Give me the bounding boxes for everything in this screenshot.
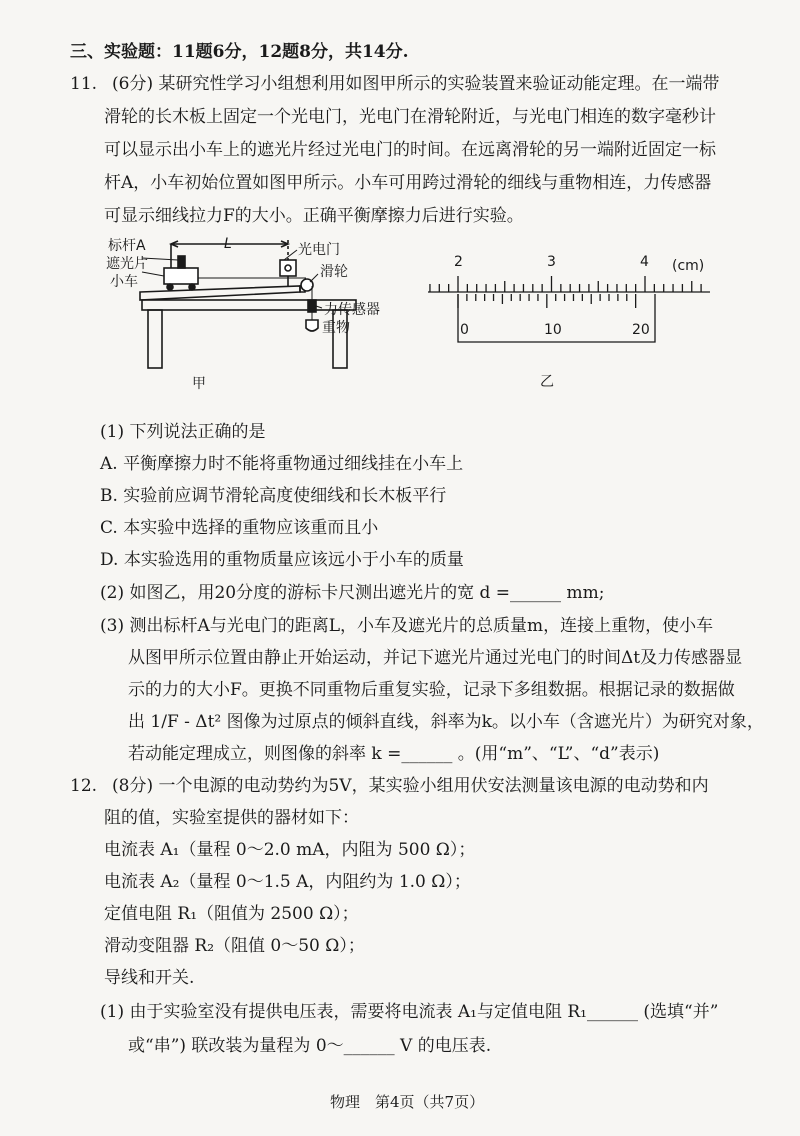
q11-option-a: A. 平衡摩擦力时不能将重物通过细线挂在小车上: [100, 454, 464, 474]
q12-intro-line-1: (8分) 一个电源的电动势约为5V，某实验小组用伏安法测量该电源的电动势和内: [112, 776, 709, 796]
q11-intro-line-2: 滑轮的长木板上固定一个光电门，光电门在滑轮附近，与光电门相连的数字毫秒计: [104, 107, 716, 127]
q11-option-c: C. 本实验中选择的重物应该重而且小: [100, 518, 379, 538]
long-board: [140, 286, 300, 300]
q11-part2: (2) 如图乙，用20分度的游标卡尺测出遮光片的宽 d =______ mm;: [100, 583, 605, 603]
label-distance: L: [224, 236, 232, 252]
q12-part1-line-2: 或“串”) 联改装为量程为 0～______ V 的电压表.: [128, 1036, 492, 1056]
q11-intro-line-5: 可显示细线拉力F的大小。正确平衡摩擦力后进行实验。: [104, 206, 524, 226]
caption-yi: 乙: [540, 374, 554, 390]
q11-part3-line-5: 若动能定理成立，则图像的斜率 k =______ 。(用“m”、“L”、“d”表示): [128, 744, 660, 764]
q11-option-b: B. 实验前应调节滑轮高度使细线和长木板平行: [100, 486, 447, 506]
page-footer: 物理 第4页（共7页）: [330, 1093, 485, 1111]
label-gate: 光电门: [298, 242, 340, 258]
q12-part1-line-1: (1) 由于实验室没有提供电压表，需要将电流表 A₁与定值电阻 R₁______ (选填“并”: [100, 1002, 719, 1022]
q12-equipment-3: 定值电阻 R₁（阻值为 2500 Ω）；: [104, 904, 359, 924]
label-cart: 小车: [110, 274, 138, 290]
table-leg-left: [148, 310, 162, 368]
label-pulley: 滑轮: [320, 264, 348, 280]
q11-option-d: D. 本实验选用的重物质量应该远小于小车的质量: [100, 550, 464, 570]
q11-part3-line-1: (3) 测出标杆A与光电门的距离L，小车及遮光片的总质量m，连接上重物，使小车: [100, 616, 714, 636]
force-sensor: [308, 300, 316, 312]
vernier-label-10: 10: [544, 322, 562, 338]
label-weight: 重物: [322, 320, 350, 336]
main-label-3: 3: [547, 254, 556, 270]
label-shutter: 遮光片: [106, 256, 148, 272]
cart: [164, 268, 198, 284]
figure-yi: [420, 240, 720, 390]
main-label-2: 2: [454, 254, 463, 270]
vernier-label-20: 20: [632, 322, 650, 338]
q11-intro-line-3: 可以显示出小车上的遮光片经过光电门的时间。在远离滑轮的另一端附近固定一标: [104, 140, 716, 160]
q11-number: 11.: [70, 74, 98, 94]
caption-jia: 甲: [192, 376, 206, 392]
q11-intro-line-4: 杆A，小车初始位置如图甲所示。小车可用跨过滑轮的细线与重物相连，力传感器: [104, 173, 712, 193]
q12-equipment-2: 电流表 A₂（量程 0～1.5 A，内阻约为 1.0 Ω）；: [104, 872, 471, 892]
q12-equipment-5: 导线和开关.: [104, 968, 195, 988]
main-label-4: 4: [640, 254, 649, 270]
weight: [306, 320, 318, 331]
q12-equipment-1: 电流表 A₁（量程 0～2.0 mA，内阻为 500 Ω）；: [104, 840, 476, 860]
figure-jia: [100, 228, 410, 398]
unit-label: (cm): [672, 258, 705, 274]
q11-intro-line-1: (6分) 某研究性学习小组想利用如图甲所示的实验装置来验证动能定理。在一端带: [112, 74, 720, 94]
q12-number: 12.: [70, 776, 98, 796]
q12-equipment-4: 滑动变阻器 R₂（阻值 0～50 Ω）；: [104, 936, 365, 956]
label-sensor: 力传感器: [324, 302, 380, 318]
photogate: [280, 260, 296, 276]
vernier-label-0: 0: [460, 322, 469, 338]
table-leg-right: [333, 310, 347, 368]
q11-part3-line-3: 示的力的大小F。更换不同重物后重复实验，记录下多组数据。根据记录的数据做: [128, 680, 735, 700]
label-pole: 标杆A: [108, 238, 146, 254]
q11-part1-stem: (1) 下列说法正确的是: [100, 422, 266, 442]
q12-intro-line-2: 阻的值，实验室提供的器材如下：: [104, 808, 359, 828]
shutter-plate: [178, 256, 185, 268]
q11-part3-line-4: 出 1/F - Δt² 图像为过原点的倾斜直线，斜率为k。以小车（含遮光片）为研究对象，: [128, 712, 764, 732]
q11-part3-line-2: 从图甲所示位置由静止开始运动，并记下遮光片通过光电门的时间Δt及力传感器显: [128, 648, 743, 668]
section-title: 三、实验题：11题6分，12题8分，共14分.: [70, 42, 409, 62]
